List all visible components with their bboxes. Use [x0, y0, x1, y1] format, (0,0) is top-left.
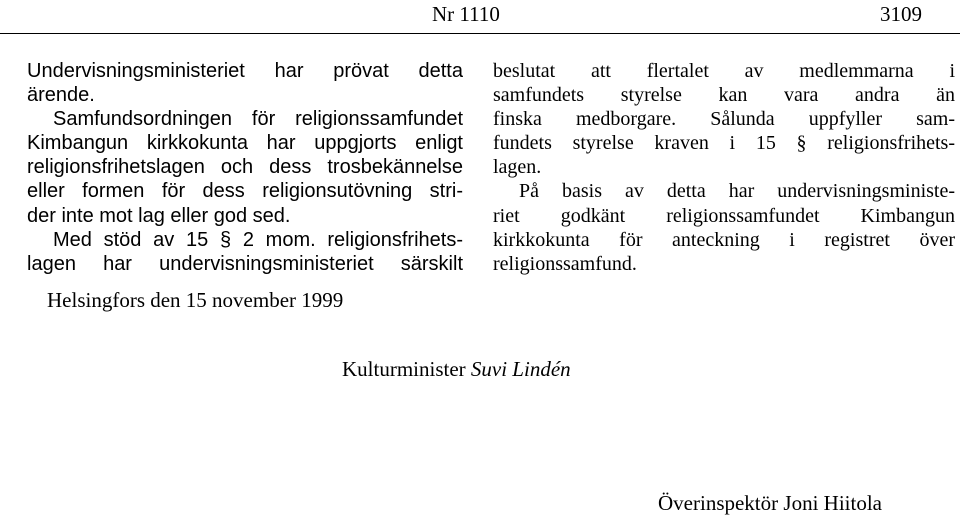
text-line: fundets styrelse kraven i 15 § religionsfrihets-: [493, 132, 955, 155]
text-line: ärende.: [27, 84, 95, 107]
text-line: lagen.: [493, 156, 542, 179]
text-line: Undervisningsministeriet har prövat detta: [27, 60, 463, 82]
minister-signature: [342, 357, 571, 381]
text-line: der inte mot lag eller god sed.: [27, 204, 291, 227]
text-line: På basis av detta har undervisningsministe-: [519, 180, 955, 203]
issue-number: Nr 1110: [432, 2, 500, 26]
text-line: Samfundsordningen för religionssamfundet: [53, 108, 463, 131]
place-and-date: Helsingfors den 15 november 1999: [47, 288, 344, 312]
page-number: 3109: [880, 2, 922, 26]
text-line: religionsfrihetslagen och dess trosbekännelse: [27, 156, 463, 179]
text-line: lagen har undervisningsministeriet särskilt: [27, 252, 463, 275]
text-line: finska medborgare. Sålunda uppfyller sam-: [493, 108, 955, 131]
left-text-column: [27, 59, 463, 276]
inspector-name: Joni Hiitola: [783, 491, 882, 515]
text-line: religionssamfund.: [493, 252, 637, 275]
inspector-title: Överinspektör: [658, 491, 779, 515]
text-line: kirkkokunta för anteckning i registret över: [493, 228, 955, 251]
minister-title: Kulturminister: [342, 357, 466, 381]
text-line: riet godkänt religionssamfundet Kimbangun: [493, 204, 955, 227]
text-line: Med stöd av 15 § 2 mom. religionsfrihets-: [53, 228, 463, 251]
text-line: samfundets styrelse kan vara andra än: [493, 84, 955, 107]
header-divider: [0, 33, 960, 34]
inspector-signature: [658, 491, 882, 515]
text-line: eller formen för dess religionsutövning stri-: [27, 180, 463, 203]
minister-name: Suvi Lindén: [470, 357, 571, 381]
text-line: Kimbangun kirkkokunta har uppgjorts enligt: [27, 132, 463, 155]
right-text-column: [493, 59, 955, 276]
text-line: beslutat att flertalet av medlemmarna i: [493, 60, 955, 82]
